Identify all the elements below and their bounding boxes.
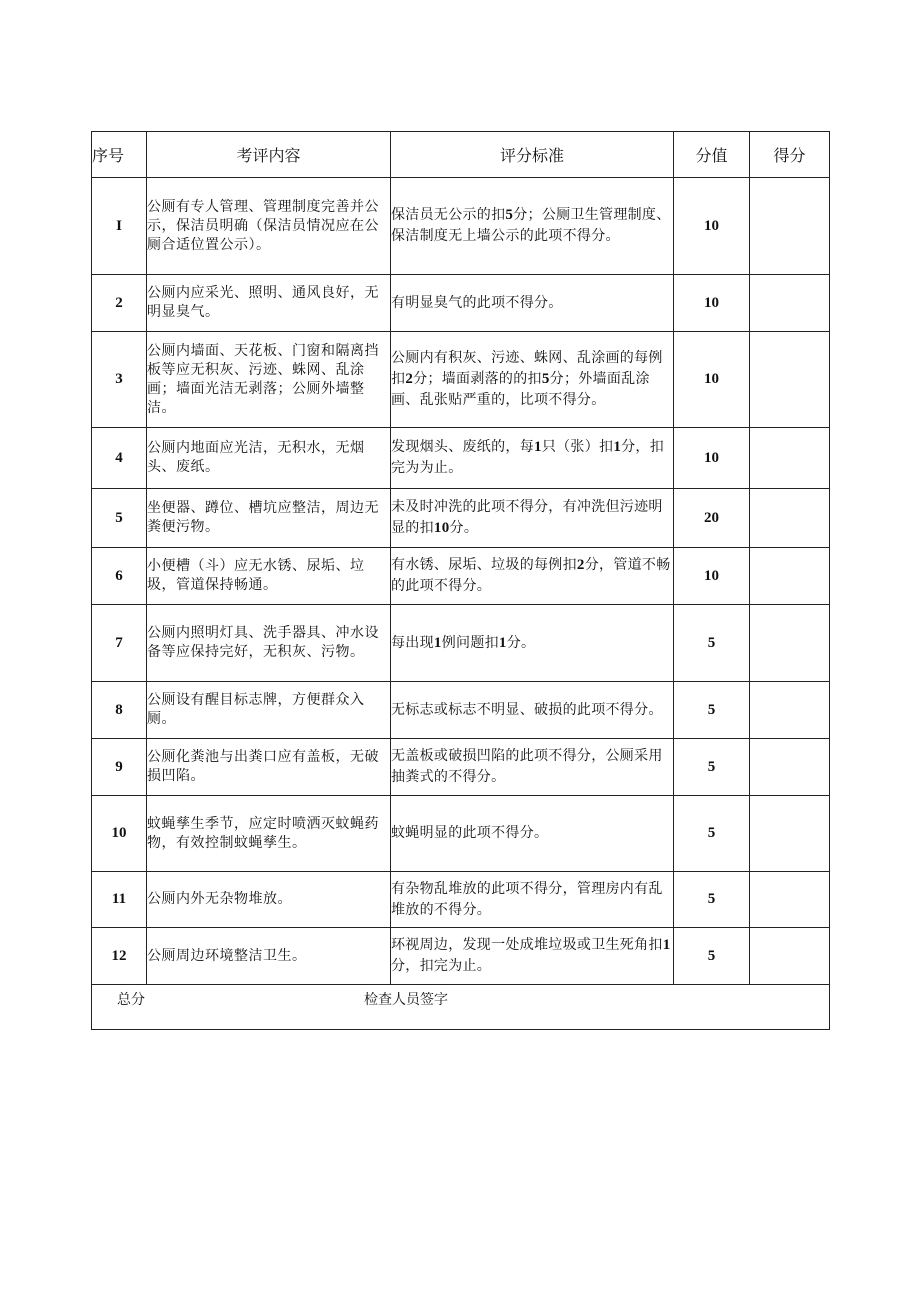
row-score [750, 928, 830, 985]
table-row [92, 682, 830, 739]
row-standard: 蚊蝇明显的此项不得分。 [391, 796, 674, 872]
table-row [92, 489, 830, 548]
row-value: 5 [674, 605, 750, 682]
table-row [92, 332, 830, 428]
row-content: 公厕有专人管理、管理制度完善并公示，保洁员明确（保洁员情况应在公厕合适位置公示）。 [147, 178, 391, 275]
row-value: 20 [674, 489, 750, 548]
header-no: 序号 [92, 132, 147, 178]
row-content: 公厕化粪池与出粪口应有盖板，无破损凹陷。 [147, 739, 391, 796]
header-content: 考评内容 [147, 132, 391, 178]
row-score [750, 178, 830, 275]
row-value: 5 [674, 928, 750, 985]
row-score [750, 739, 830, 796]
row-content: 公厕设有醒目标志牌，方便群众入厕。 [147, 682, 391, 739]
row-content: 公厕内外无杂物堆放。 [147, 872, 391, 928]
row-standard: 有水锈、尿垢、垃圾的每例扣2分，管道不畅的此项不得分。 [391, 548, 674, 605]
table-row [92, 739, 830, 796]
scoring-table [91, 131, 830, 1030]
row-content: 公厕周边环境整洁卫生。 [147, 928, 391, 985]
row-number: 5 [92, 489, 147, 548]
table-row [92, 796, 830, 872]
row-content: 蚊蝇孳生季节，应定时喷洒灭蚊蝇药物，有效控制蚊蝇孳生。 [147, 796, 391, 872]
row-value: 10 [674, 275, 750, 332]
row-content: 公厕内地面应光洁，无积水，无烟头、废纸。 [147, 428, 391, 489]
row-content: 公厕内照明灯具、洗手器具、冲水设备等应保持完好，无积灰、污物。 [147, 605, 391, 682]
table-row [92, 428, 830, 489]
row-standard: 公厕内有积灰、污迹、蛛网、乱涂画的每例扣2分；墙面剥落的的扣5分；外墙面乱涂画、乱张贴严重的，比项不得分。 [391, 332, 674, 428]
row-value: 10 [674, 428, 750, 489]
row-number: 6 [92, 548, 147, 605]
table-row [92, 872, 830, 928]
row-number: 7 [92, 605, 147, 682]
row-number: 11 [92, 872, 147, 928]
row-number: 8 [92, 682, 147, 739]
row-score [750, 548, 830, 605]
row-standard: 发现烟头、废纸的，每1只（张）扣1分，扣完为为止。 [391, 428, 674, 489]
row-value: 5 [674, 872, 750, 928]
row-score [750, 275, 830, 332]
header-standard: 评分标准 [391, 132, 674, 178]
row-content: 公厕内应采光、照明、通风良好，无明显臭气。 [147, 275, 391, 332]
row-standard: 有明显臭气的此项不得分。 [391, 275, 674, 332]
row-value: 10 [674, 178, 750, 275]
row-value: 5 [674, 739, 750, 796]
row-number: 3 [92, 332, 147, 428]
footer-cell [92, 985, 830, 1030]
row-content: 小便槽（斗）应无水锈、尿垢、垃圾，管道保持畅通。 [147, 548, 391, 605]
total-label: 总分 [117, 992, 145, 1008]
footer-row [92, 985, 830, 1030]
row-score [750, 605, 830, 682]
table-row [92, 605, 830, 682]
row-score [750, 872, 830, 928]
row-value: 5 [674, 682, 750, 739]
signature-label: 检查人员签字 [364, 992, 448, 1008]
row-content: 公厕内墙面、天花板、门窗和隔离挡板等应无积灰、污迹、蛛网、乱涂画；墙面光洁无剥落；公厕外墙整洁。 [147, 332, 391, 428]
header-value: 分值 [674, 132, 750, 178]
row-value: 10 [674, 332, 750, 428]
table-row [92, 548, 830, 605]
row-score [750, 796, 830, 872]
row-standard: 有杂物乱堆放的此项不得分，管理房内有乱堆放的不得分。 [391, 872, 674, 928]
row-standard: 无盖板或破损凹陷的此项不得分，公厕采用抽粪式的不得分。 [391, 739, 674, 796]
row-number: 2 [92, 275, 147, 332]
row-number: I [92, 178, 147, 275]
header-row [92, 132, 830, 178]
row-number: 12 [92, 928, 147, 985]
table-row [92, 178, 830, 275]
row-number: 4 [92, 428, 147, 489]
row-score [750, 489, 830, 548]
row-standard: 保洁员无公示的扣5分；公厕卫生管理制度、保洁制度无上墙公示的此项不得分。 [391, 178, 674, 275]
row-content: 坐便器、蹲位、槽坑应整洁，周边无粪便污物。 [147, 489, 391, 548]
row-value: 5 [674, 796, 750, 872]
row-standard: 环视周边，发现一处成堆垃圾或卫生死角扣1分，扣完为止。 [391, 928, 674, 985]
row-number: 10 [92, 796, 147, 872]
row-number: 9 [92, 739, 147, 796]
table-row [92, 275, 830, 332]
row-standard: 未及时冲洗的此项不得分，有冲洗但污迹明显的扣10分。 [391, 489, 674, 548]
row-score [750, 332, 830, 428]
header-score: 得分 [750, 132, 830, 178]
row-value: 10 [674, 548, 750, 605]
row-score [750, 428, 830, 489]
row-score [750, 682, 830, 739]
table-row [92, 928, 830, 985]
row-standard: 无标志或标志不明显、破损的此项不得分。 [391, 682, 674, 739]
row-standard: 每出现1例问题扣1分。 [391, 605, 674, 682]
